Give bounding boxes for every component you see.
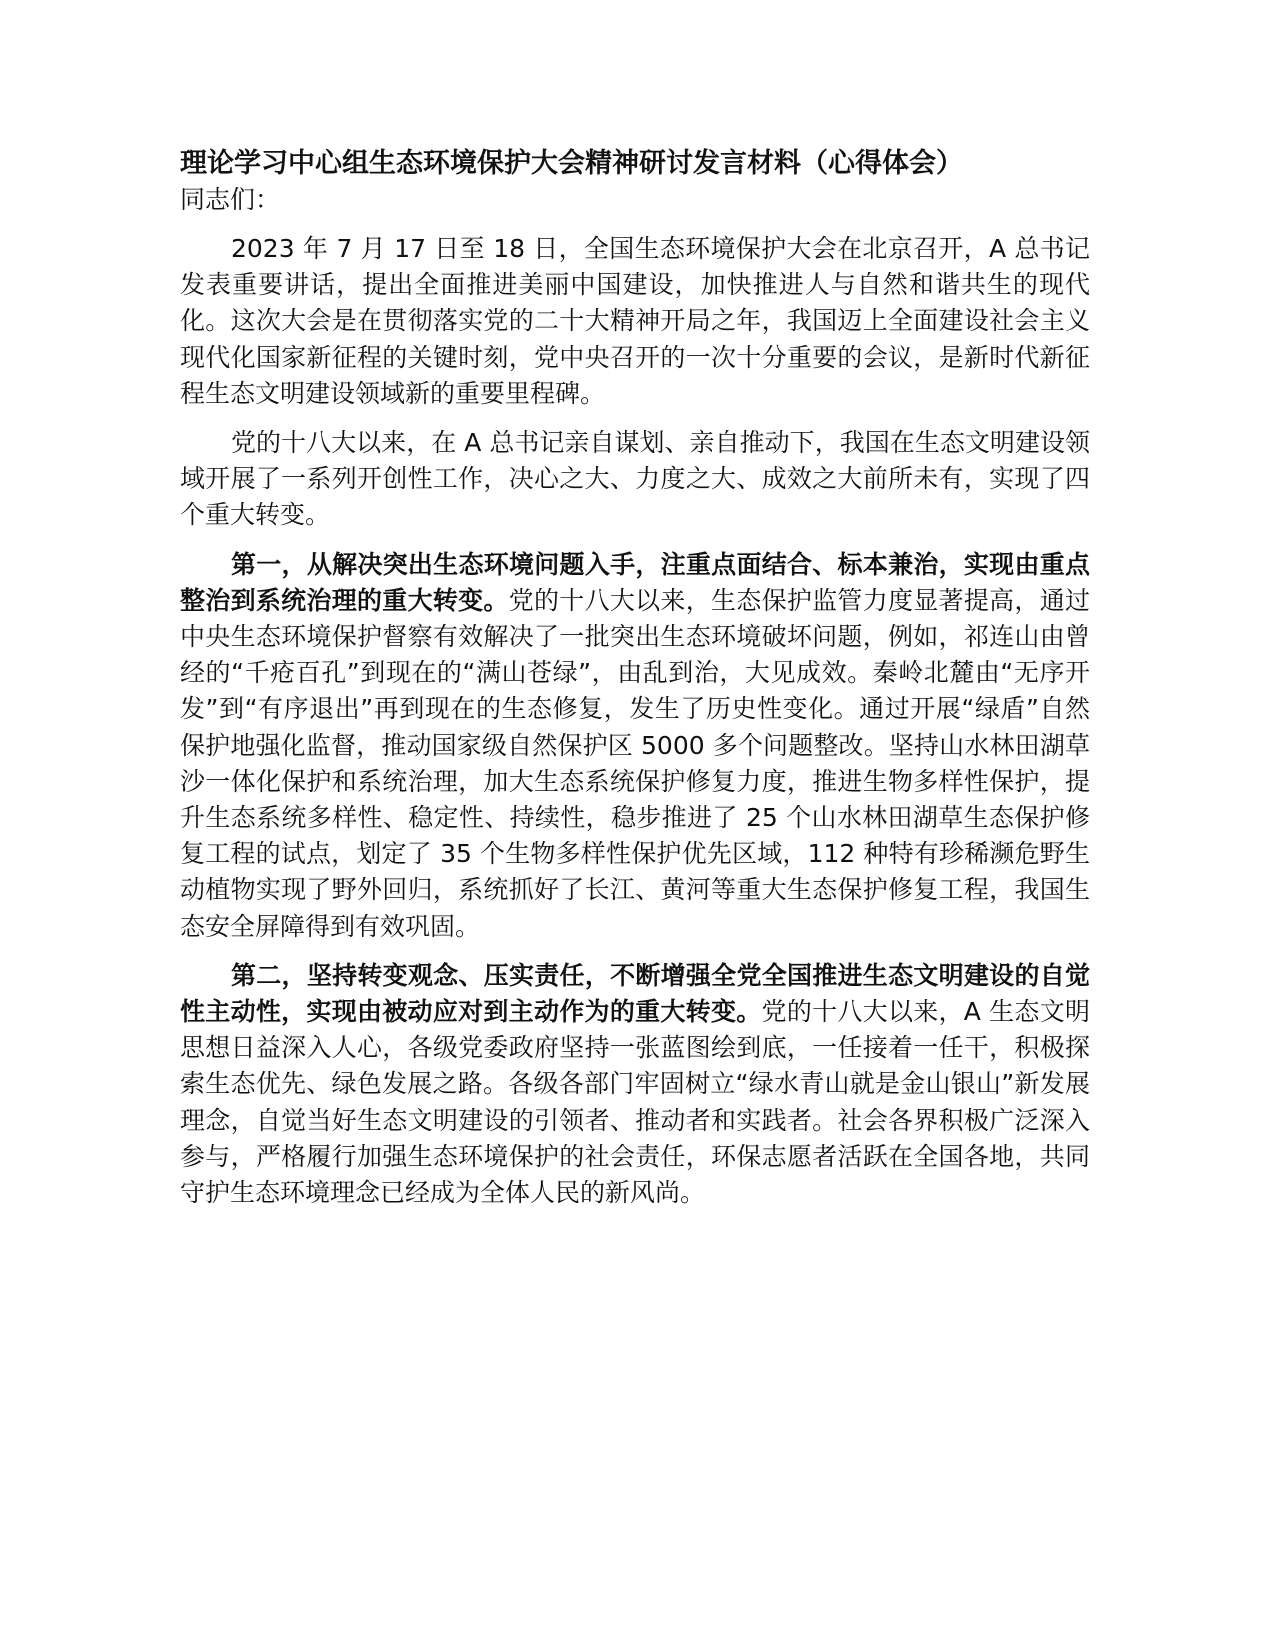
paragraph-body: 党的十八大以来，生态保护监管力度显著提高，通过中央生态环境保护督察有效解决了一批突出生态环境破坏问题，例如，祁连山由曾经的“千疮百孔”到现在的“满山苍绿”，由乱到治，大见成效。秦岭北麓由“无序开发”到“有序退出”再到现在的生态修复，发生了历史性变化。通过开展“绿盾”自然保护地强化监督，推动国家级自然保护区 5000 多个问题整改。坚持山水林田湖草沙一体化保护和系统治理，加大生态系统保护修复力度，推进生物多样性保护，提升生态系统多样性、稳定性、持续性，稳步推进了 25 个山水林田湖草生态保护修复工程的试点，划定了 35 个生物多样性保护优先区域，112 种特有珍稀濒危野生动植物实现了野外回归，系统抓好了长江、黄河等重大生态保护修复工程，我国生态安全屏障得到有效巩固。 (180, 585, 1090, 941)
paragraph-body: 党的十八大以来，A 生态文明思想日益深入人心，各级党委政府坚持一张蓝图绘到底，一任接着一任干，积极探索生态优先、绿色发展之路。各级各部门牢固树立“绿水青山就是金山银山”新发展理念，自觉当好生态文明建设的引领者、推动者和实践者。社会各界积极广泛深入参与，严格履行加强生态环境保护的社会责任，环保志愿者活跃在全国各地，共同守护生态环境理念已经成为全体人民的新风尚。 (180, 997, 1090, 1208)
paragraph-overview (180, 425, 1090, 534)
paragraph-lead: 第二，坚持转变观念、压实责任，不断增强全党全国推进生态文明建设的自觉性主动性，实现由被动应对到主动作为的重大转变。 (180, 960, 1090, 1027)
paragraph-body: 2023 年 7 月 17 日至 18 日，全国生态环境保护大会在北京召开，A 总书记发表重要讲话，提出全面推进美丽中国建设，加快推进人与自然和谐共生的现代化。这次大会是在贯彻落实党的二十大精神开局之年，我国迈上全面建设社会主义现代化国家新征程的关键时刻，党中央召开的一次十分重要的会议，是新时代新征程生态文明建设领域新的重要里程碑。 (180, 234, 1090, 408)
document-page (180, 146, 1090, 1224)
paragraph-intro (180, 231, 1090, 412)
paragraph-lead: 第一，从解决突出生态环境问题入手，注重点面结合、标本兼治，实现由重点整治到系统治理的重大转变。 (180, 549, 1090, 615)
paragraph-second-shift (180, 958, 1090, 1211)
salutation: 同志们： (180, 185, 281, 214)
paragraph-body: 党的十八大以来，在 A 总书记亲自谋划、亲自推动下，我国在生态文明建设领域开展了一系列开创性工作，决心之大、力度之大、成效之大前所未有，实现了四个重大转变。 (180, 428, 1090, 530)
document-title: 理论学习中心组生态环境保护大会精神研讨发言材料（心得体会） (180, 148, 963, 179)
paragraph-first-shift (180, 547, 1090, 945)
